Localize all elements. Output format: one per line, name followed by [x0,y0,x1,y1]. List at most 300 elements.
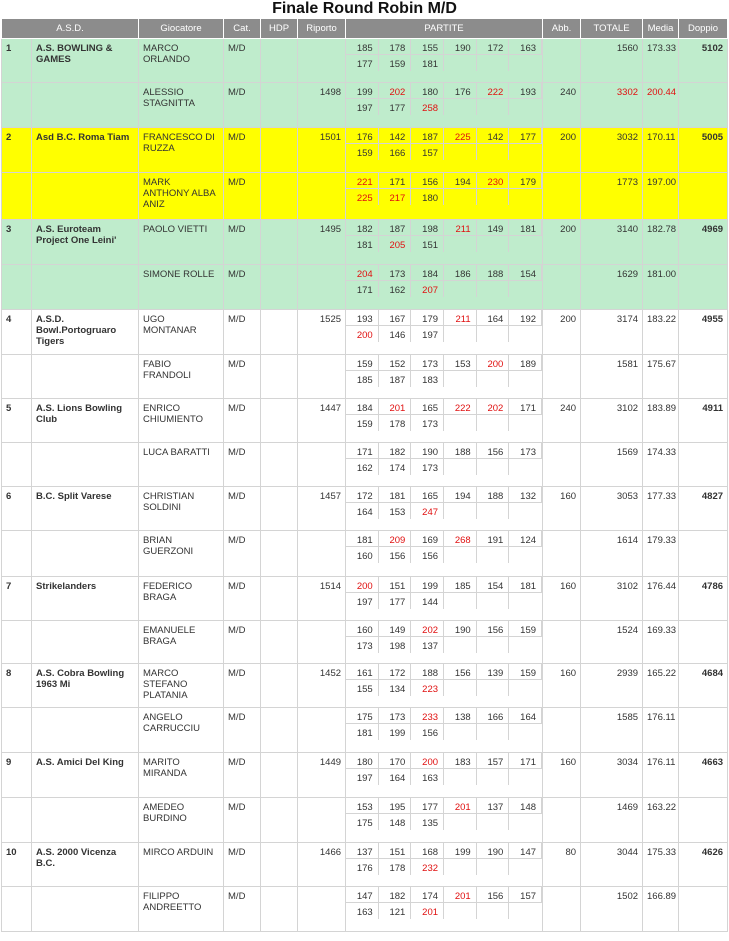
player-totale: 3302 [581,83,643,128]
player-category: M/D [224,843,261,887]
player-hdp [261,708,298,753]
player-totale: 3034 [581,753,643,798]
game-score: 181 [379,487,412,503]
game-empty [477,459,510,475]
game-score: 164 [509,708,542,724]
games-grid [346,173,542,205]
team-position [2,621,32,664]
team-name [32,887,139,932]
player-name: PAOLO VIETTI [139,220,224,265]
game-score: 174 [379,459,412,475]
game-empty [444,236,477,252]
team-doppio: 4969 [679,220,728,265]
game-score: 200 [411,753,444,769]
game-empty [444,769,477,785]
game-empty [477,593,510,609]
game-empty [477,769,510,785]
game-score: 202 [477,399,510,415]
game-score: 174 [411,887,444,903]
game-empty [444,281,477,297]
game-score: 157 [411,144,444,160]
game-score: 198 [379,637,412,653]
team-doppio [679,621,728,664]
player-riporto: 1447 [298,399,346,443]
player-riporto [298,39,346,83]
header-riporto: Riporto [298,19,346,39]
team-position [2,173,32,220]
game-score: 166 [477,708,510,724]
game-score: 176 [444,83,477,99]
game-score: 171 [509,399,542,415]
games-grid [346,708,542,740]
game-empty [444,371,477,387]
player-row [2,664,728,708]
team-name [32,708,139,753]
player-row [2,621,728,664]
game-empty [444,503,477,519]
game-score: 199 [411,577,444,593]
game-score: 151 [411,236,444,252]
game-empty [509,547,542,563]
game-score: 173 [379,265,412,281]
game-score: 152 [379,355,412,371]
game-empty [444,903,477,919]
game-empty [477,281,510,297]
game-empty [509,371,542,387]
game-score: 183 [444,753,477,769]
player-media: 176.44 [643,577,679,621]
game-score: 190 [477,843,510,859]
game-score: 151 [379,577,412,593]
game-score: 148 [379,814,412,830]
player-totale: 1629 [581,265,643,310]
player-media: 200.44 [643,83,679,128]
games-cell [346,443,543,487]
game-score: 171 [379,173,412,189]
game-score: 156 [477,443,510,459]
game-score: 168 [411,843,444,859]
player-totale: 3174 [581,310,643,355]
game-score: 193 [346,310,379,326]
games-cell [346,798,543,843]
game-score: 207 [411,281,444,297]
games-cell [346,621,543,664]
game-score: 225 [346,189,379,205]
game-score: 173 [379,708,412,724]
team-position: 9 [2,753,32,798]
player-riporto [298,173,346,220]
games-grid [346,753,542,785]
player-name: MARCO STEFANO PLATANIA [139,664,224,708]
game-empty [477,371,510,387]
player-abb [543,355,581,399]
team-name [32,173,139,220]
game-empty [509,859,542,875]
games-cell [346,487,543,531]
header-row [2,19,728,39]
game-score: 153 [379,503,412,519]
game-score: 181 [509,220,542,236]
game-score: 135 [411,814,444,830]
games-grid [346,531,542,563]
player-riporto: 1525 [298,310,346,355]
player-abb: 160 [543,577,581,621]
player-name: MIRCO ARDUIN [139,843,224,887]
player-category: M/D [224,173,261,220]
team-doppio [679,887,728,932]
player-name: AMEDEO BURDINO [139,798,224,843]
team-doppio [679,531,728,577]
game-score: 194 [444,487,477,503]
player-hdp [261,753,298,798]
game-score: 194 [444,173,477,189]
player-hdp [261,220,298,265]
game-empty [444,189,477,205]
game-score: 154 [477,577,510,593]
game-empty [477,637,510,653]
team-doppio [679,443,728,487]
player-row [2,310,728,355]
player-row [2,708,728,753]
game-score: 190 [444,621,477,637]
game-empty [509,814,542,830]
player-totale: 3044 [581,843,643,887]
player-riporto [298,798,346,843]
player-hdp [261,577,298,621]
game-score: 164 [477,310,510,326]
player-totale: 3032 [581,128,643,173]
game-score: 139 [477,664,510,680]
team-position [2,708,32,753]
game-score: 146 [379,326,412,342]
game-score: 187 [379,220,412,236]
team-position [2,355,32,399]
player-totale: 3102 [581,577,643,621]
team-name: A.S. Amici Del King [32,753,139,798]
game-score: 180 [411,83,444,99]
game-empty [509,415,542,431]
header-giocatore: Giocatore [139,19,224,39]
game-score: 162 [346,459,379,475]
game-score: 132 [509,487,542,503]
game-empty [444,326,477,342]
game-score: 175 [346,814,379,830]
game-score: 176 [346,859,379,875]
game-score: 121 [379,903,412,919]
game-empty [444,547,477,563]
game-empty [477,55,510,71]
game-score: 205 [379,236,412,252]
game-score: 177 [411,798,444,814]
header-partite: PARTITE [346,19,543,39]
game-empty [444,859,477,875]
games-grid [346,443,542,475]
player-category: M/D [224,753,261,798]
player-riporto [298,887,346,932]
team-position: 4 [2,310,32,355]
team-name [32,443,139,487]
player-media: 163.22 [643,798,679,843]
player-hdp [261,887,298,932]
game-score: 165 [411,487,444,503]
player-hdp [261,798,298,843]
player-category: M/D [224,708,261,753]
team-name: B.C. Split Varese [32,487,139,531]
game-score: 156 [477,887,510,903]
game-empty [509,459,542,475]
game-score: 147 [509,843,542,859]
games-cell [346,355,543,399]
game-score: 164 [379,769,412,785]
player-hdp [261,399,298,443]
game-score: 268 [444,531,477,547]
game-score: 222 [477,83,510,99]
game-score: 137 [346,843,379,859]
player-totale: 1569 [581,443,643,487]
games-cell [346,265,543,310]
team-position: 6 [2,487,32,531]
player-abb [543,887,581,932]
player-riporto: 1466 [298,843,346,887]
game-score: 177 [379,593,412,609]
game-empty [444,55,477,71]
player-hdp [261,39,298,83]
team-doppio [679,83,728,128]
player-media: 197.00 [643,173,679,220]
game-empty [509,236,542,252]
game-score: 170 [379,753,412,769]
player-hdp [261,621,298,664]
game-score: 154 [509,265,542,281]
game-score: 181 [346,531,379,547]
game-score: 163 [346,903,379,919]
team-name: A.S.D. Bowl.Portogruaro Tigers [32,310,139,355]
games-grid [346,355,542,387]
player-category: M/D [224,265,261,310]
player-hdp [261,843,298,887]
player-category: M/D [224,443,261,487]
game-empty [444,144,477,160]
player-media: 179.33 [643,531,679,577]
game-empty [444,593,477,609]
game-score: 171 [346,281,379,297]
page-title: Finale Round Robin M/D [272,0,457,17]
team-position: 8 [2,664,32,708]
player-totale: 1469 [581,798,643,843]
team-doppio: 4684 [679,664,728,708]
player-hdp [261,487,298,531]
game-score: 151 [379,843,412,859]
game-empty [444,814,477,830]
game-empty [477,236,510,252]
team-position [2,798,32,843]
player-hdp [261,531,298,577]
player-media: 182.78 [643,220,679,265]
game-empty [477,144,510,160]
player-abb [543,708,581,753]
game-score: 178 [379,859,412,875]
player-hdp [261,173,298,220]
player-totale: 1524 [581,621,643,664]
team-doppio: 4911 [679,399,728,443]
team-position [2,887,32,932]
game-empty [509,724,542,740]
game-score: 200 [346,326,379,342]
games-grid [346,621,542,653]
games-cell [346,843,543,887]
games-grid [346,39,542,71]
game-score: 169 [411,531,444,547]
team-doppio: 4626 [679,843,728,887]
player-abb: 160 [543,487,581,531]
game-score: 198 [411,220,444,236]
player-hdp [261,310,298,355]
player-abb [543,531,581,577]
player-row [2,265,728,310]
game-score: 191 [477,531,510,547]
game-empty [509,189,542,205]
game-score: 178 [379,39,412,55]
game-score: 173 [509,443,542,459]
games-cell [346,310,543,355]
team-position [2,531,32,577]
header-media: Media [643,19,679,39]
game-score: 202 [379,83,412,99]
game-score: 165 [411,399,444,415]
player-name: MARCO ORLANDO [139,39,224,83]
player-totale: 1773 [581,173,643,220]
player-media: 183.22 [643,310,679,355]
game-score: 197 [346,593,379,609]
player-media: 181.00 [643,265,679,310]
game-score: 144 [411,593,444,609]
game-score: 247 [411,503,444,519]
game-score: 160 [346,621,379,637]
player-name: FRANCESCO DI RUZZA [139,128,224,173]
game-score: 156 [411,547,444,563]
game-empty [509,281,542,297]
team-name [32,621,139,664]
game-score: 166 [379,144,412,160]
game-score: 193 [509,83,542,99]
player-totale: 3102 [581,399,643,443]
game-score: 155 [411,39,444,55]
game-score: 157 [509,887,542,903]
game-score: 155 [346,680,379,696]
game-score: 178 [379,415,412,431]
games-grid [346,83,542,115]
player-abb: 240 [543,399,581,443]
game-score: 190 [411,443,444,459]
player-riporto [298,621,346,664]
player-media: 175.33 [643,843,679,887]
games-grid [346,577,542,609]
game-score: 147 [346,887,379,903]
game-empty [477,724,510,740]
game-score: 164 [346,503,379,519]
player-abb [543,443,581,487]
game-score: 200 [477,355,510,371]
player-hdp [261,265,298,310]
player-abb: 80 [543,843,581,887]
game-score: 167 [379,310,412,326]
player-row [2,443,728,487]
games-cell [346,664,543,708]
game-score: 185 [346,39,379,55]
header-hdp: HDP [261,19,298,39]
player-abb [543,173,581,220]
player-name: ALESSIO STAGNITTA [139,83,224,128]
player-category: M/D [224,399,261,443]
player-riporto: 1452 [298,664,346,708]
game-score: 157 [477,753,510,769]
player-row [2,753,728,798]
player-media: 170.11 [643,128,679,173]
game-score: 179 [509,173,542,189]
game-score: 173 [411,459,444,475]
team-doppio: 4827 [679,487,728,531]
game-empty [444,680,477,696]
team-position: 3 [2,220,32,265]
game-score: 201 [411,903,444,919]
game-score: 192 [509,310,542,326]
game-score: 173 [346,637,379,653]
team-position: 10 [2,843,32,887]
player-media: 183.89 [643,399,679,443]
game-empty [444,637,477,653]
game-score: 197 [346,99,379,115]
player-abb [543,265,581,310]
games-cell [346,39,543,83]
player-abb: 200 [543,310,581,355]
game-score: 181 [346,724,379,740]
player-abb [543,39,581,83]
player-totale: 1560 [581,39,643,83]
player-name: ENRICO CHIUMIENTO [139,399,224,443]
game-empty [509,903,542,919]
game-score: 172 [477,39,510,55]
game-empty [477,415,510,431]
team-doppio: 4786 [679,577,728,621]
team-doppio [679,798,728,843]
player-riporto [298,265,346,310]
game-score: 153 [444,355,477,371]
player-row [2,798,728,843]
game-score: 187 [411,128,444,144]
game-score: 201 [444,887,477,903]
player-riporto [298,443,346,487]
game-score: 209 [379,531,412,547]
player-category: M/D [224,577,261,621]
game-empty [477,680,510,696]
player-abb [543,621,581,664]
game-empty [444,459,477,475]
game-score: 232 [411,859,444,875]
game-score: 159 [346,415,379,431]
game-score: 181 [509,577,542,593]
team-position: 5 [2,399,32,443]
player-media: 176.11 [643,753,679,798]
game-score: 204 [346,265,379,281]
game-score: 199 [444,843,477,859]
game-score: 173 [411,355,444,371]
games-grid [346,664,542,696]
player-row [2,173,728,220]
team-position: 7 [2,577,32,621]
player-row [2,843,728,887]
player-media: 166.89 [643,887,679,932]
game-score: 184 [346,399,379,415]
